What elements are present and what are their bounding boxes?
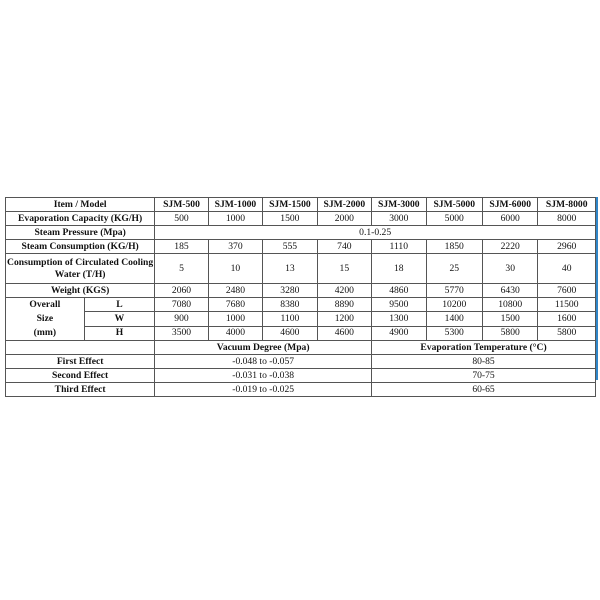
model-header: SJM-1500 xyxy=(263,198,317,212)
table-cell: 3280 xyxy=(263,284,317,298)
steam-pressure-row xyxy=(6,226,596,240)
temperature-value: 70-75 xyxy=(372,369,596,383)
table-cell: 1000 xyxy=(208,312,262,326)
table-cell: 1200 xyxy=(317,312,371,326)
table-cell: 900 xyxy=(155,312,208,326)
header-row xyxy=(6,198,596,212)
spec-table-container xyxy=(5,197,596,397)
row-label: Evaporation Capacity (KG/H) xyxy=(6,212,155,226)
table-cell: 5 xyxy=(155,254,208,284)
vacuum-value: -0.031 to -0.038 xyxy=(155,369,372,383)
table-cell: 3500 xyxy=(155,326,208,340)
table-cell: 7080 xyxy=(155,298,208,312)
temperature-value: 80-85 xyxy=(372,355,596,369)
row-label: Steam Pressure (Mpa) xyxy=(6,226,155,240)
table-cell: 1400 xyxy=(426,312,482,326)
vacuum-degree-header: Vacuum Degree (Mpa) xyxy=(155,341,372,355)
table-cell: 4600 xyxy=(263,326,317,340)
table-cell: 1000 xyxy=(208,212,262,226)
effects-header-row xyxy=(6,341,596,355)
table-cell: 370 xyxy=(208,240,262,254)
table-cell: 1600 xyxy=(538,312,596,326)
spec-table xyxy=(5,197,596,397)
table-cell: 40 xyxy=(538,254,596,284)
size-width-row xyxy=(6,312,596,326)
effect-label: First Effect xyxy=(6,355,155,369)
model-header: SJM-8000 xyxy=(538,198,596,212)
model-header: SJM-2000 xyxy=(317,198,371,212)
size-length-row xyxy=(6,298,596,312)
evaporation-temperature-header: Evaporation Temperature (°C) xyxy=(372,341,596,355)
table-cell: 5000 xyxy=(426,212,482,226)
row-label: Steam Consumption (KG/H) xyxy=(6,240,155,254)
table-cell: 4600 xyxy=(317,326,371,340)
table-cell: 1100 xyxy=(263,312,317,326)
model-header: SJM-3000 xyxy=(372,198,426,212)
table-cell: 3000 xyxy=(372,212,426,226)
model-header: SJM-500 xyxy=(155,198,208,212)
model-header: SJM-6000 xyxy=(482,198,537,212)
steam-consumption-row xyxy=(6,240,596,254)
effect-label: Second Effect xyxy=(6,369,155,383)
table-cell: 5300 xyxy=(426,326,482,340)
overall-size-label xyxy=(6,298,85,341)
table-cell: 18 xyxy=(372,254,426,284)
temperature-value: 60-65 xyxy=(372,383,596,397)
table-cell: 185 xyxy=(155,240,208,254)
table-cell: 25 xyxy=(426,254,482,284)
table-cell: 1300 xyxy=(372,312,426,326)
table-cell: 6000 xyxy=(482,212,537,226)
effect-label: Third Effect xyxy=(6,383,155,397)
table-cell: 15 xyxy=(317,254,371,284)
vacuum-value: -0.048 to -0.057 xyxy=(155,355,372,369)
table-cell: 8380 xyxy=(263,298,317,312)
table-cell: 30 xyxy=(482,254,537,284)
model-header: SJM-5000 xyxy=(426,198,482,212)
table-cell: 2000 xyxy=(317,212,371,226)
overall-size-line: Size xyxy=(36,313,54,324)
dimension-label: W xyxy=(84,312,155,326)
table-cell: 4200 xyxy=(317,284,371,298)
effect-row xyxy=(6,355,596,369)
table-cell: 10 xyxy=(208,254,262,284)
table-cell: 8890 xyxy=(317,298,371,312)
steam-pressure-value: 0.1-0.25 xyxy=(155,226,596,240)
dimension-label: H xyxy=(84,326,155,340)
table-cell: 1850 xyxy=(426,240,482,254)
table-cell: 555 xyxy=(263,240,317,254)
row-label: Consumption of Circulated Cooling Water (T/H) xyxy=(6,254,155,284)
table-cell: 7680 xyxy=(208,298,262,312)
table-cell: 10200 xyxy=(426,298,482,312)
dimension-label: L xyxy=(84,298,155,312)
table-cell: 13 xyxy=(263,254,317,284)
weight-row xyxy=(6,284,596,298)
effect-row xyxy=(6,369,596,383)
effect-row xyxy=(6,383,596,397)
table-cell: 1500 xyxy=(263,212,317,226)
table-cell: 7600 xyxy=(538,284,596,298)
model-header: SJM-1000 xyxy=(208,198,262,212)
table-cell: 500 xyxy=(155,212,208,226)
overall-size-line: (mm) xyxy=(33,327,57,338)
table-cell: 2220 xyxy=(482,240,537,254)
table-cell: 740 xyxy=(317,240,371,254)
overall-size-line: Overall xyxy=(29,299,61,310)
evaporation-capacity-row xyxy=(6,212,596,226)
table-cell: 4000 xyxy=(208,326,262,340)
cooling-water-row xyxy=(6,254,596,284)
size-height-row xyxy=(6,326,596,340)
table-cell: 9500 xyxy=(372,298,426,312)
table-cell: 4900 xyxy=(372,326,426,340)
table-cell: 8000 xyxy=(538,212,596,226)
table-cell: 6430 xyxy=(482,284,537,298)
table-cell: 5800 xyxy=(482,326,537,340)
table-cell: 1500 xyxy=(482,312,537,326)
effects-header-blank xyxy=(6,341,155,355)
header-item-label: Item / Model xyxy=(6,198,155,212)
table-cell: 2480 xyxy=(208,284,262,298)
table-cell: 4860 xyxy=(372,284,426,298)
table-cell: 2060 xyxy=(155,284,208,298)
table-cell: 1110 xyxy=(372,240,426,254)
vacuum-value: -0.019 to -0.025 xyxy=(155,383,372,397)
table-cell: 5800 xyxy=(538,326,596,340)
table-cell: 2960 xyxy=(538,240,596,254)
table-cell: 11500 xyxy=(538,298,596,312)
row-label: Weight (KGS) xyxy=(6,284,155,298)
right-edge-accent-bar xyxy=(596,197,598,380)
table-cell: 5770 xyxy=(426,284,482,298)
table-cell: 10800 xyxy=(482,298,537,312)
